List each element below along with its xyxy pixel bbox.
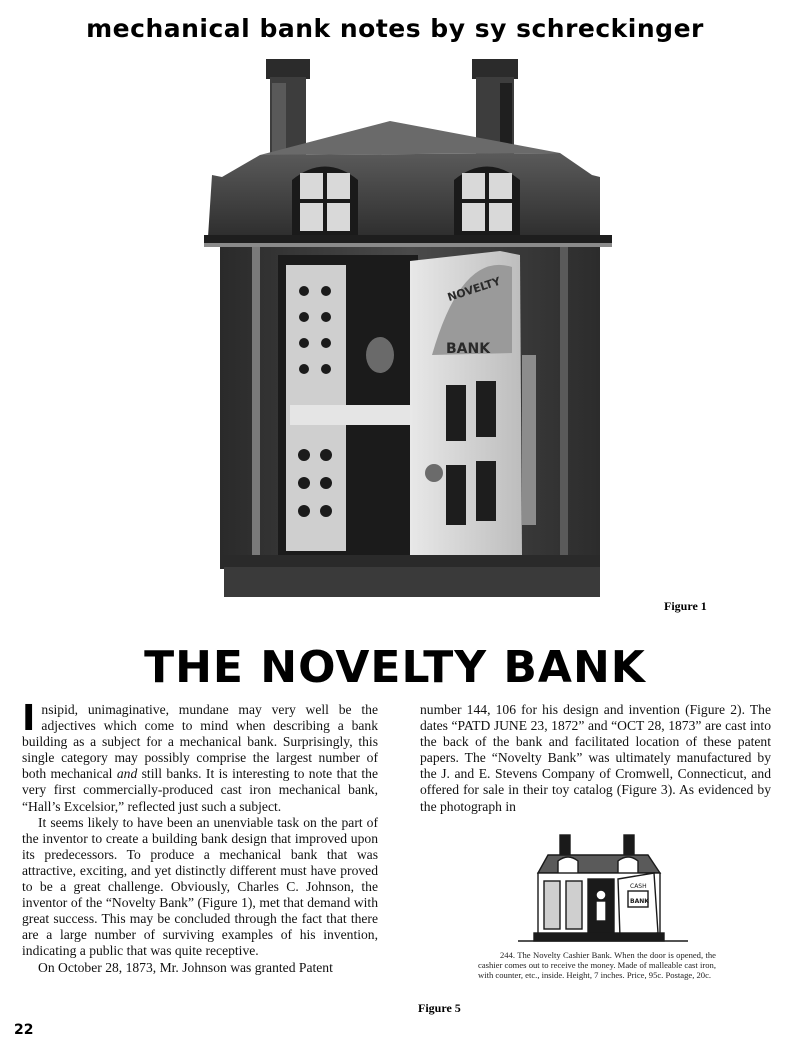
catalog-description-text: 244. The Novelty Cashier Bank. When the door is opened, the cashier comes out to receive the money. Made of malleable cast iron, with counter, etc., inside. Height, 7 inches. Price, 95c. Postage, 20c. — [478, 950, 716, 980]
paragraph-1 — [22, 698, 378, 815]
dormer-window-right — [454, 167, 520, 236]
door-sign-top: NOVELTY — [445, 274, 503, 305]
mansard-roof — [204, 121, 612, 247]
paragraph-1-emphasis: and — [116, 766, 138, 782]
door-sign-bottom: BANK — [446, 341, 491, 357]
drop-cap: I — [22, 698, 36, 739]
article-title: THE NOVELTY BANK — [144, 642, 646, 693]
page-number: 22 — [14, 1022, 34, 1038]
paragraph-3: On October 28, 1873, Mr. Johnson was granted Patent — [38, 959, 333, 975]
paragraph-2: It seems likely to have been an unenviable task on the part of the inventor to create a building bank design that improved upon its predecessors. To produce a mechanical bank that was attractive, exciting, and yet distinctly different must have proved to be a great challenge. Obviously, Charles C. Johnson, the inventor of the “Novelty Bank” (Figure 1), met that demand with great success. This may be concluded through the fact that there are a large number of surviving examples of his invention, indicating a public that was quite receptive. — [22, 814, 378, 959]
figure-5-caption: Figure 5 — [418, 1001, 461, 1015]
article-column-right — [420, 702, 771, 815]
article-column-left — [22, 698, 378, 976]
catalog-sign-top: CASH — [630, 883, 647, 890]
paragraph-1-text-end: still banks. It is interesting to note that the very first commercially-produced cast iron mechanical bank, “Hall’s Excelsior,” reflected just such a subject. — [22, 766, 378, 814]
paragraph-1-text: nsipid, unimaginative, mundane may very well be the adjectives which come to mind when describing a bank building as a subject for a mechanical bank. Surprisingly, this single category may possibly comprise the largest number of both mechanical — [22, 702, 378, 782]
page-header-title: mechanical bank notes by sy schreckinger — [86, 14, 704, 43]
chimney-left — [266, 59, 310, 157]
dormer-window-left — [292, 167, 358, 236]
catalog-illustration — [478, 833, 718, 951]
figure-1-caption: Figure 1 — [664, 599, 707, 613]
catalog-sign-bottom: BANK — [630, 898, 649, 905]
bank-base — [220, 555, 600, 597]
novelty-bank-photo — [200, 55, 620, 603]
paragraph-4: number 144, 106 for his design and invention (Figure 2). The dates “PATD JUNE 23, 1872” and “OCT 28, 1873” are cast into the back of the bank and facilitated location of these patent papers. The “Novelty Bank” was ultimately manufactured by the J. and E. Stevens Company of Cromwell, Connecticut, and offered for sale in their toy catalog (Figure 3). As evidenced by the photograph in — [420, 702, 771, 814]
catalog-description — [478, 950, 716, 980]
open-doorway-interior — [278, 255, 418, 555]
open-front-door — [410, 251, 536, 595]
